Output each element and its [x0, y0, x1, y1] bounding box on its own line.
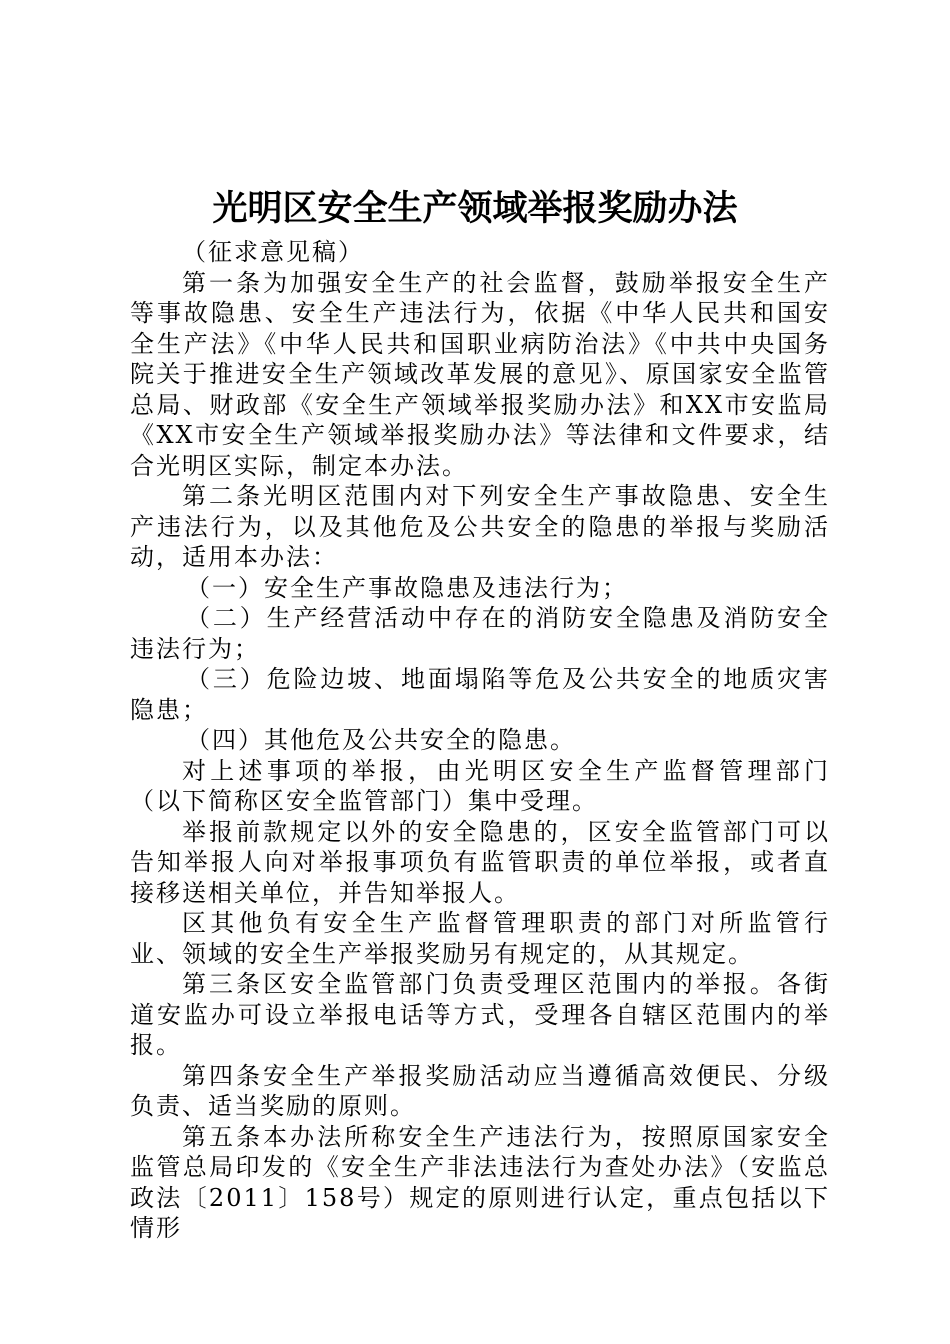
paragraph: 第三条区安全监管部门负责受理区范围内的举报。各街道安监办可设立举报电话等方式，受理各自辖区范围内的举报。: [130, 970, 830, 1059]
document-subtitle: （征求意见稿）: [182, 238, 364, 266]
paragraph: 区其他负有安全生产监督管理职责的部门对所监管行业、领域的安全生产举报奖励另有规定的，从其规定。: [130, 909, 830, 968]
list-item: （二）生产经营活动中存在的消防安全隐患及消防安全违法行为；: [130, 604, 830, 663]
list-item: （四）其他危及公共安全的隐患。: [186, 726, 576, 754]
list-item: （三）危险边坡、地面塌陷等危及公共安全的地质灾害隐患；: [130, 665, 830, 724]
list-item: （一）安全生产事故隐患及违法行为；: [186, 573, 628, 602]
paragraph: 第五条本办法所称安全生产违法行为，按照原国家安全监管总局印发的《安全生产非法违法行为查处办法》（安监总政法〔2011〕158号）规定的原则进行认定，重点包括以下情形: [130, 1122, 830, 1242]
document-body: [130, 237, 830, 1244]
paragraph: 第四条安全生产举报奖励活动应当遵循高效便民、分级负责、适当奖励的原则。: [130, 1061, 830, 1120]
document-title: 光明区安全生产领域举报奖励办法: [212, 188, 738, 229]
paragraph: 对上述事项的举报，由光明区安全生产监督管理部门（以下简称区安全监管部门）集中受理。: [130, 756, 830, 815]
paragraph: 举报前款规定以外的安全隐患的，区安全监管部门可以告知举报人向对举报事项负有监管职责的单位举报，或者直接移送相关单位，并告知举报人。: [130, 817, 830, 907]
paragraph: 第二条光明区范围内对下列安全生产事故隐患、安全生产违法行为，以及其他危及公共安全的隐患的举报与奖励活动，适用本办法：: [130, 482, 830, 571]
paragraph: 第一条为加强安全生产的社会监督，鼓励举报安全生产等事故隐患、安全生产违法行为，依据《中华人民共和国安全生产法》《中华人民共和国职业病防治法》《中共中央国务院关于推进安全生产领域改革发展的意见》、原国家安全监管总局、财政部《安全生产领域举报奖励办法》和XX市安监局《XX市安全生产领域举报奖励办法》等法律和文件要求，结合光明区实际，制定本办法。: [130, 268, 830, 480]
